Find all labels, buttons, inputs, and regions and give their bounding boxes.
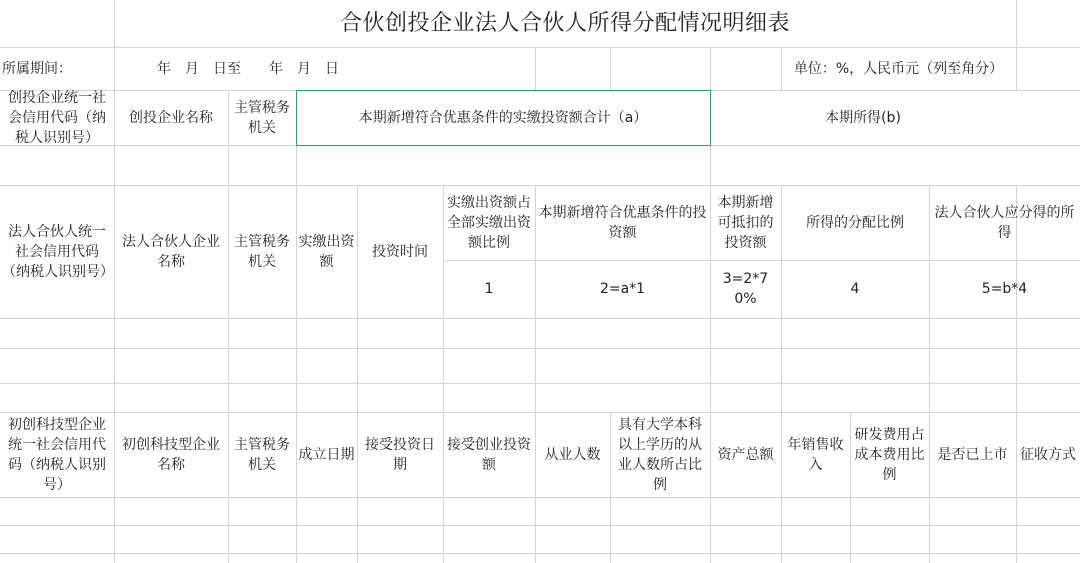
header-credit-code[interactable]: 创投企业统一社会信用代码（纳税人识别号）	[8, 90, 106, 145]
header-new-qualified[interactable]: 本期新增符合优惠条件的投资额	[538, 204, 707, 241]
formula-2[interactable]: 2=a*1	[599, 281, 646, 297]
period-label[interactable]: 所属期间：	[2, 60, 72, 77]
header-invest-amount[interactable]: 接受创业投资额	[447, 436, 531, 473]
header-partner-income[interactable]: 法人合伙人应分得的所得	[934, 204, 1075, 241]
grid-line	[710, 47, 711, 90]
header-new-investment-total[interactable]: 本期新增符合优惠条件的实缴投资额合计（a）	[358, 109, 648, 126]
unit-label[interactable]: 单位：%，人民币元（列至角分）	[793, 60, 1004, 77]
header-partner-name[interactable]: 法人合伙人企业名称	[122, 233, 220, 270]
header-rd-ratio[interactable]: 研发费用占成本费用比例	[854, 426, 925, 483]
formula-3[interactable]: 3=2*70%	[722, 271, 769, 307]
header-degree-ratio[interactable]: 具有大学本科以上学历的从业人数所占比例	[618, 416, 702, 493]
header-partner-credit-code[interactable]: 法人合伙人统一社会信用代码（纳税人识别号）	[2, 223, 114, 280]
grid-line	[0, 553, 1080, 554]
header-total-assets[interactable]: 资产总额	[717, 446, 774, 463]
header-deductible[interactable]: 本期新增可抵扣的投资额	[717, 194, 774, 251]
grid-line	[0, 383, 1080, 384]
header-annual-sales[interactable]: 年销售收入	[787, 436, 844, 473]
formula-5[interactable]: 5=b*4	[981, 281, 1028, 297]
grid-line	[114, 47, 115, 90]
header-paid-ratio[interactable]: 实缴出资额占全部实缴出资额比例	[447, 194, 531, 251]
formula-1[interactable]: 1	[484, 281, 494, 297]
header-company-name[interactable]: 创投企业名称	[129, 109, 213, 126]
grid-line	[610, 47, 611, 90]
header-partner-tax-authority[interactable]: 主管税务机关	[234, 233, 290, 270]
header-current-income[interactable]: 本期所得(b)	[825, 109, 901, 126]
formula-4[interactable]: 4	[850, 281, 860, 297]
header-employees[interactable]: 从业人数	[544, 446, 601, 463]
grid-line	[0, 348, 1080, 349]
sheet-title[interactable]: 合伙创投企业法人合伙人所得分配情况明细表	[339, 10, 790, 36]
header-listed[interactable]: 是否已上市	[937, 446, 1008, 463]
header-startup-tax-authority[interactable]: 主管税务机关	[234, 436, 290, 473]
header-startup-name[interactable]: 初创科技型企业名称	[122, 436, 220, 473]
header-paid-capital[interactable]: 实缴出资额	[298, 233, 355, 270]
header-collection-method[interactable]: 征收方式	[1020, 446, 1076, 463]
header-allocation-ratio[interactable]: 所得的分配比例	[806, 214, 904, 231]
header-established-date[interactable]: 成立日期	[298, 446, 355, 463]
period-range[interactable]: 年 月 日至 年 月 日	[157, 60, 339, 77]
grid-line	[0, 318, 1080, 319]
grid-line	[0, 525, 1080, 526]
grid-line	[535, 47, 536, 90]
header-tax-authority[interactable]: 主管税务机关	[234, 99, 290, 136]
grid-line	[0, 497, 1080, 498]
grid-line	[1016, 47, 1017, 90]
header-invest-date[interactable]: 接受投资日期	[365, 436, 435, 473]
header-startup-credit-code[interactable]: 初创科技型企业统一社会信用代码（纳税人识别号）	[8, 416, 106, 493]
header-invest-time[interactable]: 投资时间	[372, 243, 428, 260]
grid-line	[1016, 0, 1017, 47]
